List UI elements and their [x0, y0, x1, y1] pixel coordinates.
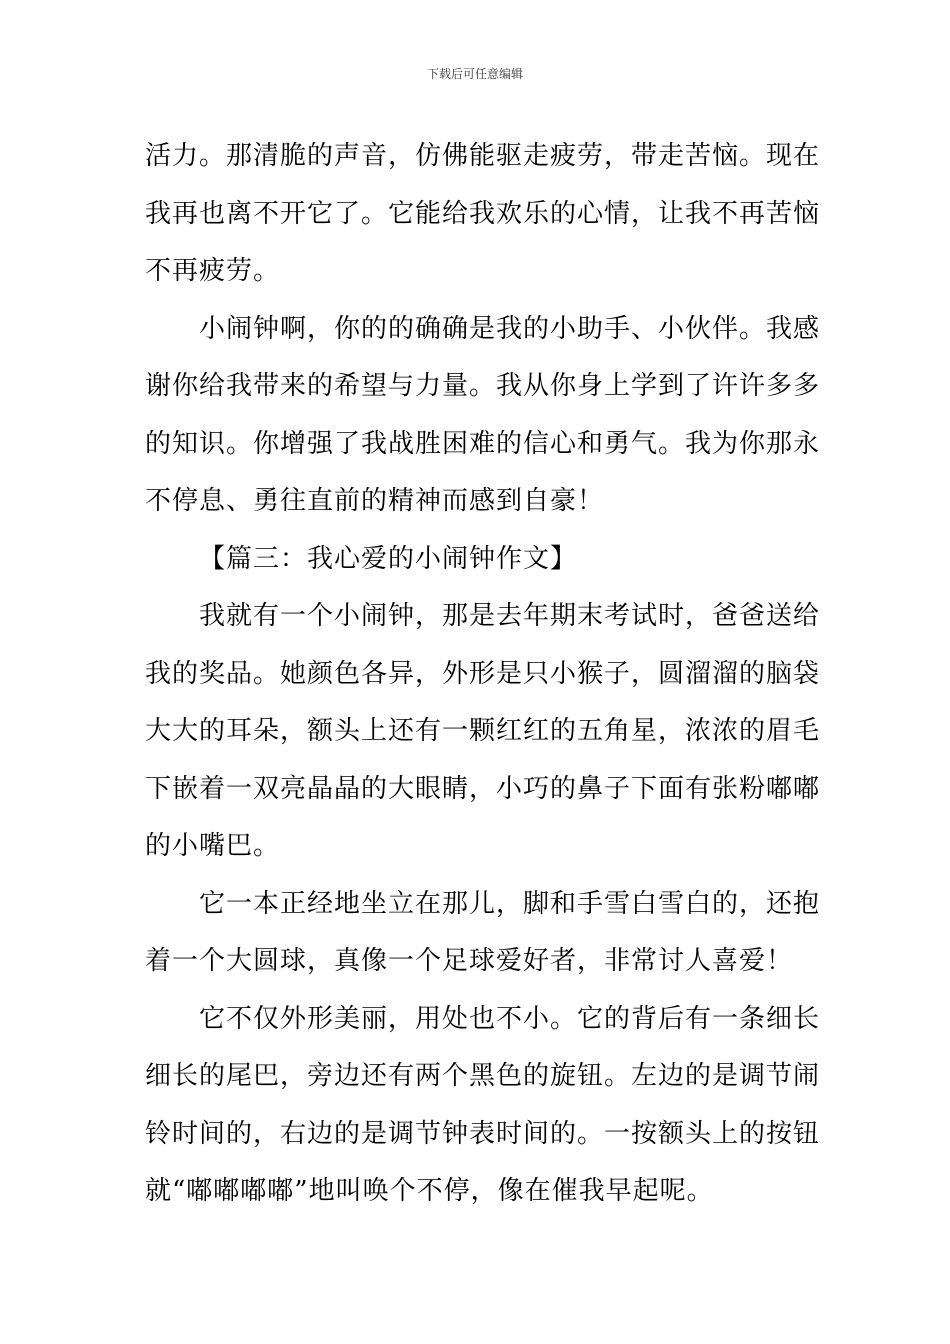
text-line: 它不仅外形美丽，用处也不小。它的背后有一条细长 — [199, 1003, 821, 1034]
text-line: 的知识。你增强了我战胜困难的信心和勇气。我为你那永 — [145, 428, 821, 459]
section-heading — [145, 531, 807, 589]
text-line: 细长的尾巴，旁边还有两个黑色的旋钮。左边的是调节闹 — [145, 1061, 821, 1091]
heading-line: 【篇三：我心爱的小闹钟作文】 — [199, 543, 578, 574]
paragraph — [145, 301, 821, 531]
text-line: 谢你给我带来的希望与力量。我从你身上学到了许许多多 — [145, 371, 821, 401]
text-line: 下嵌着一双亮晶晶的大眼睛，小巧的鼻子下面有张粉嘟嘟 — [145, 773, 821, 804]
text-line: 就“嘟嘟嘟嘟”地叫唤个不停，像在催我早起呢。 — [145, 1176, 714, 1206]
paragraph — [145, 128, 821, 301]
text-line: 活力。那清脆的声音，仿佛能驱走疲劳，带走苦恼。现在 — [145, 141, 821, 171]
paragraph — [145, 588, 821, 876]
text-line: 不再疲劳。 — [145, 256, 281, 286]
paragraph — [145, 991, 821, 1221]
text-line: 不停息、勇往直前的精神而感到自豪！ — [145, 486, 605, 516]
text-line: 我的奖品。她颜色各异，外形是只小猴子，圆溜溜的脑袋 — [145, 658, 821, 689]
text-line: 我再也离不开它了。它能给我欢乐的心情，让我不再苦恼 — [145, 198, 821, 229]
text-line: 的小嘴巴。 — [145, 831, 281, 861]
document-body — [145, 128, 821, 1221]
text-line: 铃时间的，右边的是调节钟表时间的。一按额头上的按钮 — [145, 1118, 821, 1149]
text-line: 我就有一个小闹钟，那是去年期末考试时，爸爸送给 — [199, 601, 821, 631]
text-line: 它一本正经地坐立在那儿，脚和手雪白雪白的，还抱 — [199, 888, 821, 919]
text-line: 着一个大圆球，真像一个足球爱好者，非常讨人喜爱！ — [145, 946, 794, 976]
text-line: 小闹钟啊，你的的确确是我的小助手、小伙伴。我感 — [199, 313, 821, 344]
text-line: 大大的耳朵，额头上还有一颗红红的五角星，浓浓的眉毛 — [145, 716, 821, 746]
paragraph — [145, 876, 821, 991]
header-note: 下载后可任意编辑 — [426, 67, 523, 81]
